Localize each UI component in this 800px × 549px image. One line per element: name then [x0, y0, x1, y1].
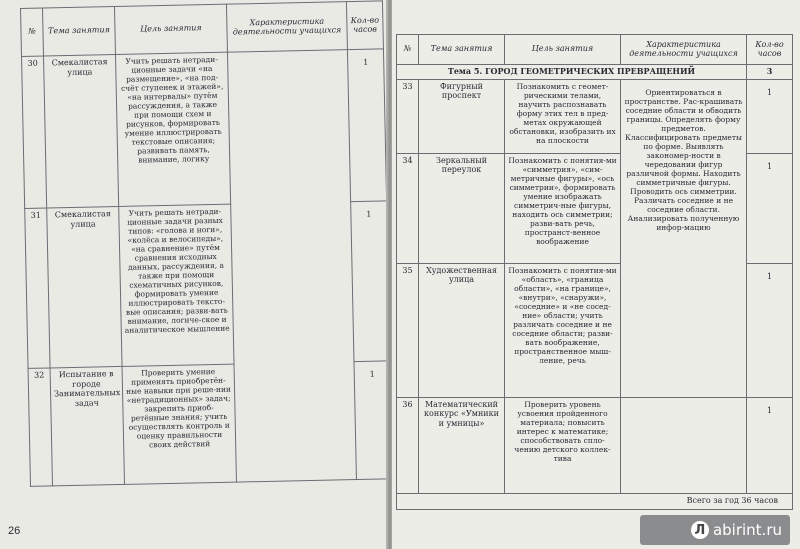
header-goal: Цель занятия: [114, 4, 227, 54]
page-number: 26: [8, 525, 21, 537]
row-topic: Смекалистая улица: [47, 206, 122, 367]
row-hours: 1: [747, 79, 793, 153]
activity-description: Ориентироваться в пространстве. Рас-крашивать соседние области и обводить границы. Определять форму предметов. Классифицировать предметы по форме. Выявлять закономер-ности в чередовании фигур различной формы. Находить симметричные фигуры. Проводить ось симметрии. Различать соседние и не соседние области. Анализировать полученную инфор-мацию: [621, 79, 747, 397]
row-num: 30: [22, 56, 47, 208]
header-num: №: [397, 35, 419, 65]
row-num: 35: [397, 263, 419, 397]
row-topic: Зеркальный переулок: [419, 153, 505, 263]
row-num: 34: [397, 153, 419, 263]
labirint-logo-icon: Л: [691, 521, 709, 539]
row-num: 33: [397, 79, 419, 153]
header-goal: Цель занятия: [505, 35, 621, 65]
row-topic: Фигурный проспект: [419, 79, 505, 153]
row-hours: 1: [747, 263, 793, 397]
row-activity-empty: [621, 397, 747, 493]
left-page: [0, 0, 388, 549]
row-goal: Учить решать нетради-ционные задачи «на размещение», «на под-счёт ступенек и этажей», «на интервалы» путём рассуждения, а также при помощи схем и рисунков, формировать умение иллюстрировать текстовые описания; развивать память, внимание, логику: [115, 52, 230, 206]
row-topic: Испытание в городе Занимательных задач: [50, 366, 124, 485]
row-hours: 1: [747, 397, 793, 493]
header-num: №: [21, 8, 44, 56]
row-goal: Учить решать нетради-ционные задачи разных типов: «голова и ноги», «колёса и велосипеды», «на сравнение» путём сравнения исходных данных, рассуждения, а также при помощи схематичных рисунков, формировать умение иллюстрировать тексто-вые описания; разви-вать внимание, логиче-ское и аналитическое мышление: [119, 204, 234, 366]
left-lesson-table: [20, 0, 388, 486]
table-header-row: [397, 35, 793, 65]
right-page: [392, 0, 800, 549]
table-row: [397, 79, 793, 153]
header-activity: Характеристика деятельности учащихся: [621, 35, 747, 65]
table-header-row: [21, 1, 384, 57]
row-num: 36: [397, 397, 419, 493]
watermark-text: abirint.ru: [712, 521, 782, 539]
table-row: [397, 397, 793, 493]
theme-title: Тема 5. ГОРОД ГЕОМЕТРИЧЕСКИХ ПРЕВРАЩЕНИЙ: [397, 65, 747, 80]
header-hours: Кол-во часов: [747, 35, 793, 65]
row-goal: Познакомить с понятия-ми «симметрия», «сим-метричные фигуры», «ось симметрии», формировать умение изображать симметрич-ные фигуры, находить ось симметрии; разви-вать речь, пространст-венное воображение: [505, 153, 621, 263]
header-topic: Тема занятия: [419, 35, 505, 65]
right-lesson-table: [396, 34, 793, 510]
row-activity-empty: [227, 50, 356, 482]
row-goal: Познакомить с понятия-ми «область», «граница области», «на границе», «внутри», «снаружи», «соседние» и «не сосед-ние» области; учить различать соседние и не соседние области; разви-вать воображение, пространственное мыш-ление, речь: [505, 263, 621, 397]
row-hours: 1: [347, 49, 386, 202]
header-hours: Кол-во часов: [346, 1, 383, 50]
row-hours: 1: [747, 153, 793, 263]
row-goal: Проверить умение применять приобретён-ные навыки при реше-нии «нетрадиционных» задач; закрепить приоб-ретённые знания; учить осуществлять контроль и оценку правильности своих действий: [122, 364, 236, 484]
theme-hours: 3: [747, 65, 793, 80]
row-num: 31: [25, 208, 50, 368]
row-topic: Смекалистая улица: [44, 55, 119, 208]
theme-row: [397, 65, 793, 80]
row-hours: 1: [354, 361, 388, 480]
row-hours: 1: [351, 201, 388, 362]
table-row: [22, 49, 387, 209]
row-topic: Художественная улица: [419, 263, 505, 397]
row-goal: Проверить уровень усвоения пройденного материала; повысить интерес к математике; способствовать спло-чению детского коллек-тива: [505, 397, 621, 493]
row-goal: Познакомить с геомет-рическими телами, научить распознавать форму этих тел в пред-метах окружающей обстановки, изобразить их на плоскости: [505, 79, 621, 153]
header-topic: Тема занятия: [43, 7, 116, 56]
header-activity: Характеристика деятельности учащихся: [226, 2, 347, 53]
watermark: [640, 515, 790, 545]
total-hours: Всего за год 36 часов: [397, 493, 793, 509]
total-row: [397, 493, 793, 509]
row-num: 32: [28, 368, 52, 486]
row-topic: Математический конкурс «Умники и умницы»: [419, 397, 505, 493]
